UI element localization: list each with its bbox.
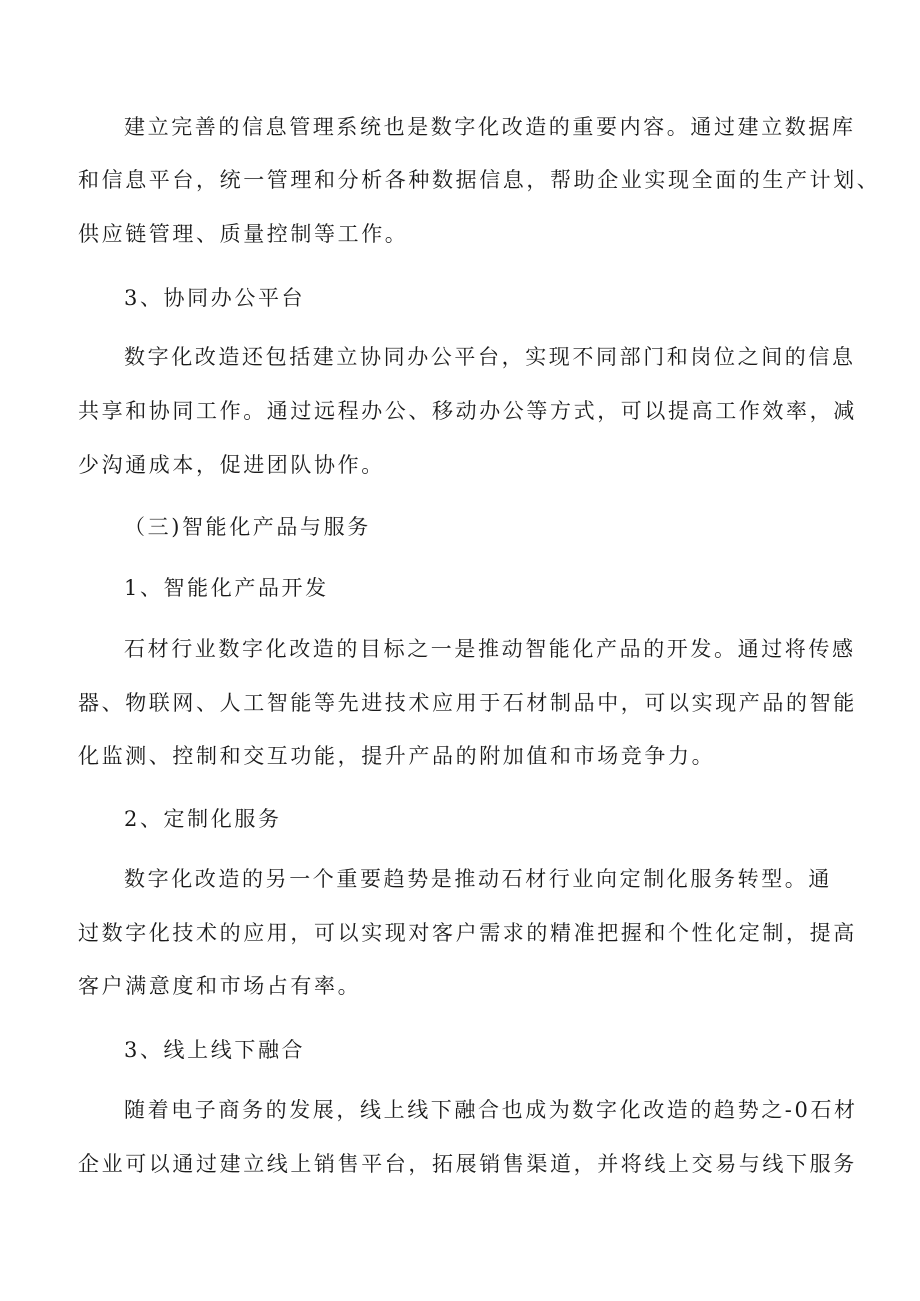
para-custom-service-line-1: 数字化改造的另一个重要趋势是推动石材行业向定制化服务转型。通 — [124, 867, 832, 891]
para-smart-product-line-3: 化监测、控制和交互功能，提升产品的附加值和市场竞争力。 — [78, 744, 716, 768]
para-smart-product-line-1: 石材行业数字化改造的目标之一是推动智能化产品的开发。通过将传感 — [124, 637, 856, 661]
heading-online-offline: 3、线上线下融合 — [124, 1038, 306, 1062]
para-custom-service-line-2: 过数字化技术的应用，可以实现对客户需求的精准把握和个性化定制，提高 — [78, 921, 857, 945]
para-info-system-line-2: 和信息平台，统一管理和分析各种数据信息，帮助企业实现全面的生产计划、 — [78, 168, 881, 192]
para-collab-office-line-1: 数字化改造还包括建立协同办公平台，实现不同部门和岗位之间的信息 — [124, 345, 856, 369]
para-custom-service-line-3: 客户满意度和市场占有率。 — [78, 974, 362, 998]
para-online-offline-line-1: 随着电子商务的发展，线上线下融合也成为数字化改造的趋势之-0石材 — [124, 1098, 858, 1122]
heading-collab-office: 3、协同办公平台 — [124, 286, 306, 310]
heading-custom-service: 2、定制化服务 — [124, 807, 282, 831]
para-smart-product-line-2: 器、物联网、人工智能等先进技术应用于石材制品中，可以实现产品的智能 — [78, 691, 857, 715]
para-info-system-line-1: 建立完善的信息管理系统也是数字化改造的重要内容。通过建立数据库 — [124, 115, 856, 139]
para-online-offline-line-2: 企业可以通过建立线上销售平台，拓展销售渠道，并将线上交易与线下服务 — [78, 1152, 857, 1176]
para-collab-office-line-3: 少沟通成本，促进团队协作。 — [78, 453, 385, 477]
para-collab-office-line-2: 共享和协同工作。通过远程办公、移动办公等方式，可以提高工作效率，减 — [78, 399, 857, 423]
para-info-system-line-3: 供应链管理、质量控制等工作。 — [78, 222, 409, 246]
heading-smart-product-dev: 1、智能化产品开发 — [124, 576, 329, 600]
section-heading-smart-products: （三)智能化产品与服务 — [124, 515, 371, 539]
